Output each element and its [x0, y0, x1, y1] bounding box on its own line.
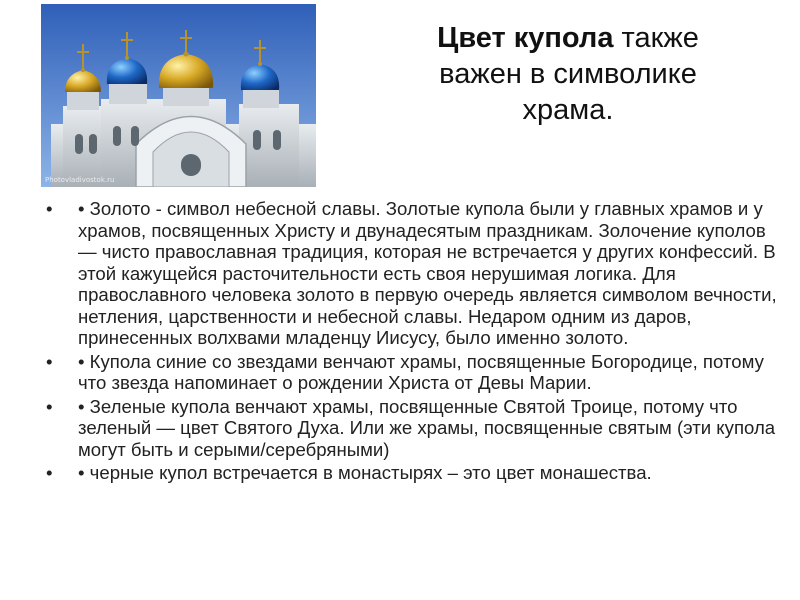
bullet-list — [46, 198, 781, 484]
slide-title — [398, 20, 738, 128]
slide-title-bold: Цвет купола — [437, 22, 614, 54]
bullet-text: • черные купол встречается в монастырях – это цвет монашества. — [78, 462, 652, 483]
bullet-text: • Зеленые купола венчают храмы, посвященные Святой Троице, потому что зеленый — цвет Святого Духа. Или же храмы, посвященные святым (эти купола могут быть и серыми/серебряными) — [78, 395, 776, 460]
photo-watermark: Photovladivostok.ru — [45, 176, 115, 184]
bullet-black-domes — [46, 462, 781, 484]
bullet-marker: • — [46, 198, 53, 219]
bullet-blue-domes — [46, 351, 781, 394]
bullet-green-domes — [46, 396, 781, 461]
cathedral-photo — [41, 4, 316, 187]
bullet-text: • Купола синие со звездами венчают храмы, посвященные Богородице, потому что звезда напоминает о рождении Христа от Девы Марии. — [78, 350, 764, 393]
bullet-gold-domes — [46, 198, 781, 349]
cathedral-illustration — [41, 4, 316, 187]
slide-body — [46, 198, 781, 486]
bullet-marker: • — [46, 462, 53, 483]
bullet-marker: • — [46, 395, 53, 417]
bullet-marker: • — [46, 350, 53, 372]
slide-title-rest: также важен в символике храма. — [439, 22, 699, 126]
bullet-text: • Золото - символ небесной славы. Золотые купола были у главных храмов и у храмов, посвященных Христу и двунадесятым праздникам. Золочение куполов — чисто православная традиция, которая не встречается у других конфессий. В этой кажущейся расточительности есть своя нерушимая логика. Для православного человека золото в первую очередь является символом вечности, нетления, царственности и небесной славы. Недаром одним из даров, принесенных волхвами младенцу Иисусу, было именно золото. — [78, 198, 777, 348]
